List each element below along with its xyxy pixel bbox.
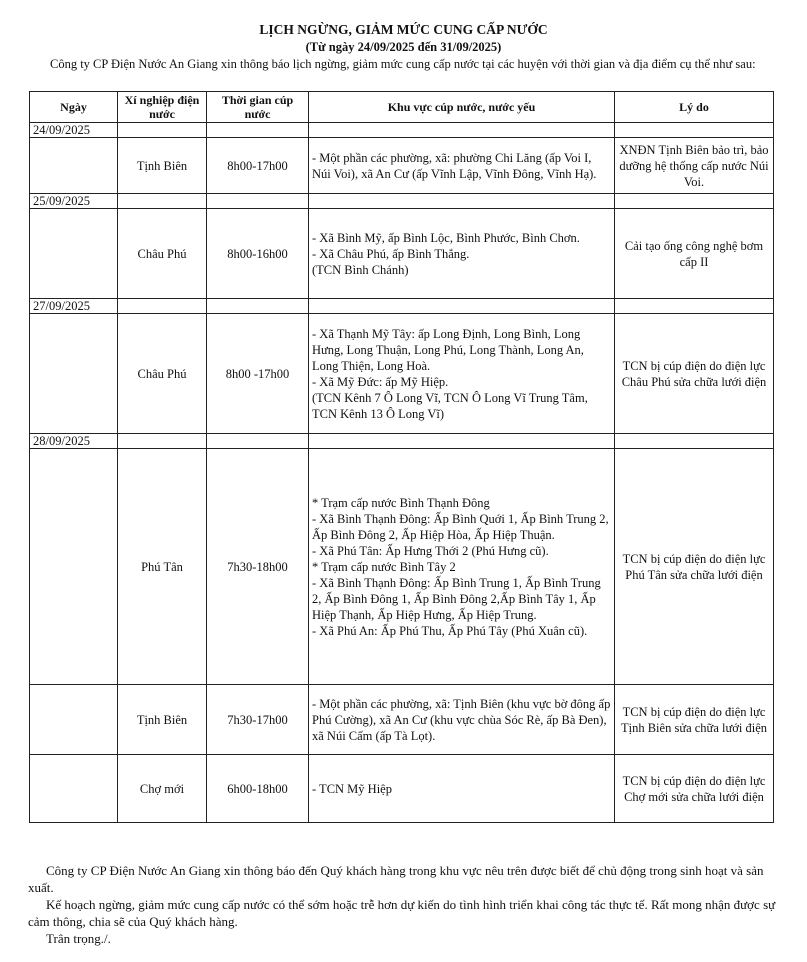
table-header-row	[30, 92, 774, 123]
page-title: LỊCH NGỪNG, GIẢM MỨC CUNG CẤP NƯỚC	[259, 22, 548, 37]
time-cell: 7h30-18h00	[207, 449, 309, 685]
area-line: - Một phần các phường, xã: Tịnh Biên (khu vực bờ đông ấp Phú Cường), xã An Cư (khu vực chùa Sóc Rè, ấp Bà Đen), xã Núi Cấm (ấp Tà Lọt).	[312, 696, 611, 743]
date-cell: 27/09/2025	[30, 299, 118, 314]
empty-cell	[309, 123, 615, 138]
area-line: - TCN Mỹ Hiệp	[312, 781, 392, 796]
day-cell	[30, 685, 118, 755]
area-line: - Xã Bình Thạnh Đông: Ấp Bình Quới 1, Ấp Bình Trung 2, Ấp Bình Đông 2, Ấp Hiệp Hòa, Ấp Hiệp Thuận.	[312, 511, 609, 542]
empty-cell	[615, 434, 774, 449]
empty-cell	[615, 123, 774, 138]
enterprise-cell: Tịnh Biên	[118, 685, 207, 755]
date-row	[30, 434, 774, 449]
enterprise-cell: Chợ mới	[118, 755, 207, 823]
schedule-table	[29, 91, 774, 823]
empty-cell	[118, 434, 207, 449]
enterprise-cell: Châu Phú	[118, 314, 207, 434]
day-cell	[30, 314, 118, 434]
header-area: Khu vực cúp nước, nước yếu	[309, 92, 615, 123]
date-row	[30, 299, 774, 314]
empty-cell	[615, 194, 774, 209]
area-line: - Xã Thạnh Mỹ Tây: ấp Long Định, Long Bình, Long Hưng, Long Thuận, Long Phú, Long Thành, Long An, Long Thiện, Long Hoà.	[312, 326, 584, 373]
area-line: - Xã Phú Tân: Ấp Hưng Thới 2 (Phú Hưng cũ).	[312, 543, 549, 558]
empty-cell	[118, 123, 207, 138]
reason-cell: TCN bị cúp điện do điện lực Tịnh Biên sửa chữa lưới điện	[615, 685, 774, 755]
area-line: - Xã Phú An: Ấp Phú Thu, Ấp Phú Tây (Phú Xuân cũ).	[312, 623, 588, 638]
table-row	[30, 138, 774, 194]
day-cell	[30, 138, 118, 194]
date-row	[30, 123, 774, 138]
day-cell	[30, 755, 118, 823]
date-range-subtitle: (Từ ngày 24/09/2025 đến 31/09/2025)	[305, 40, 502, 54]
header-day: Ngày	[30, 92, 118, 123]
header-enterprise: Xí nghiệp điện nước	[118, 92, 207, 123]
footer-paragraph-2: Kế hoạch ngừng, giảm mức cung cấp nước có thể sớm hoặc trễ hơn dự kiến do tình hình triển khai công tác thực tế. Rất mong nhận được sự cảm thông, chia sẽ của Quý khách hàng.	[28, 897, 776, 929]
empty-cell	[615, 299, 774, 314]
footer-paragraph-1: Công ty CP Điện Nước An Giang xin thông báo đến Quý khách hàng trong khu vực nêu trên được biết để chủ động trong sinh hoạt và sản xuất.	[28, 863, 764, 895]
table-row	[30, 314, 774, 434]
time-cell: 6h00-18h00	[207, 755, 309, 823]
time-cell: 8h00-16h00	[207, 209, 309, 299]
area-line: * Trạm cấp nước Bình Thạnh Đông	[312, 495, 490, 510]
date-row	[30, 194, 774, 209]
empty-cell	[207, 299, 309, 314]
empty-cell	[309, 299, 615, 314]
time-cell: 8h00 -17h00	[207, 314, 309, 434]
area-cell	[309, 755, 615, 823]
reason-cell: TCN bị cúp điện do điện lực Phú Tân sửa chữa lưới điện	[615, 449, 774, 685]
area-line: - Xã Bình Thạnh Đông: Ấp Bình Trung 1, Ấp Bình Trung 2, Ấp Bình Đông 1, Ấp Bình Đông 2,Ấp Bình Tây 1, Ấp Hiệp Thạnh, Ấp Hiệp Hưng, Ấp Hiệp Trung.	[312, 575, 601, 622]
intro-paragraph: Công ty CP Điện Nước An Giang xin thông báo lịch ngừng, giảm mức cung cấp nước tại các huyện với thời gian và địa điểm cụ thể như sau:	[50, 57, 756, 71]
reason-cell: Cải tạo ống công nghệ bơm cấp II	[615, 209, 774, 299]
date-cell: 24/09/2025	[30, 123, 118, 138]
empty-cell	[118, 194, 207, 209]
empty-cell	[207, 123, 309, 138]
area-cell	[309, 314, 615, 434]
empty-cell	[309, 194, 615, 209]
area-line: * Trạm cấp nước Bình Tây 2	[312, 559, 456, 574]
day-cell	[30, 449, 118, 685]
day-cell	[30, 209, 118, 299]
empty-cell	[118, 299, 207, 314]
header-time: Thời gian cúp nước	[207, 92, 309, 123]
time-cell: 8h00-17h00	[207, 138, 309, 194]
area-cell	[309, 209, 615, 299]
reason-cell: TCN bị cúp điện do điện lực Chợ mới sửa chữa lưới điện	[615, 755, 774, 823]
reason-cell: XNĐN Tịnh Biên bảo trì, bảo dưỡng hệ thống cấp nước Núi Voi.	[615, 138, 774, 194]
enterprise-cell: Phú Tân	[118, 449, 207, 685]
area-cell	[309, 449, 615, 685]
area-line: (TCN Kênh 7 Ô Long Vĩ, TCN Ô Long Vĩ Trung Tâm, TCN Kênh 13 Ô Long Vĩ)	[312, 390, 588, 421]
area-line: - Xã Mỹ Đức: ấp Mỹ Hiệp.	[312, 374, 449, 389]
time-cell: 7h30-17h00	[207, 685, 309, 755]
area-line: - Một phần các phường, xã: phường Chi Lăng (ấp Voi I, Núi Voi), xã An Cư (ấp Vĩnh Lập, Vĩnh Đông, Vĩnh Hạ).	[312, 150, 597, 181]
empty-cell	[207, 194, 309, 209]
area-cell	[309, 685, 615, 755]
footer	[28, 862, 776, 947]
area-cell	[309, 138, 615, 194]
reason-cell: TCN bị cúp điện do điện lực Châu Phú sửa chữa lưới điện	[615, 314, 774, 434]
empty-cell	[309, 434, 615, 449]
empty-cell	[207, 434, 309, 449]
table-row	[30, 685, 774, 755]
header-reason: Lý do	[615, 92, 774, 123]
enterprise-cell: Châu Phú	[118, 209, 207, 299]
table-row	[30, 209, 774, 299]
footer-closing: Trân trọng./.	[46, 931, 111, 946]
area-line: - Xã Châu Phú, ấp Bình Thắng.	[312, 246, 470, 261]
enterprise-cell: Tịnh Biên	[118, 138, 207, 194]
date-cell: 28/09/2025	[30, 434, 118, 449]
area-line: (TCN Bình Chánh)	[312, 262, 409, 277]
table-row	[30, 755, 774, 823]
date-cell: 25/09/2025	[30, 194, 118, 209]
area-line: - Xã Bình Mỹ, ấp Bình Lộc, Bình Phước, Bình Chơn.	[312, 230, 580, 245]
schedule-body	[30, 123, 774, 823]
table-row	[30, 449, 774, 685]
